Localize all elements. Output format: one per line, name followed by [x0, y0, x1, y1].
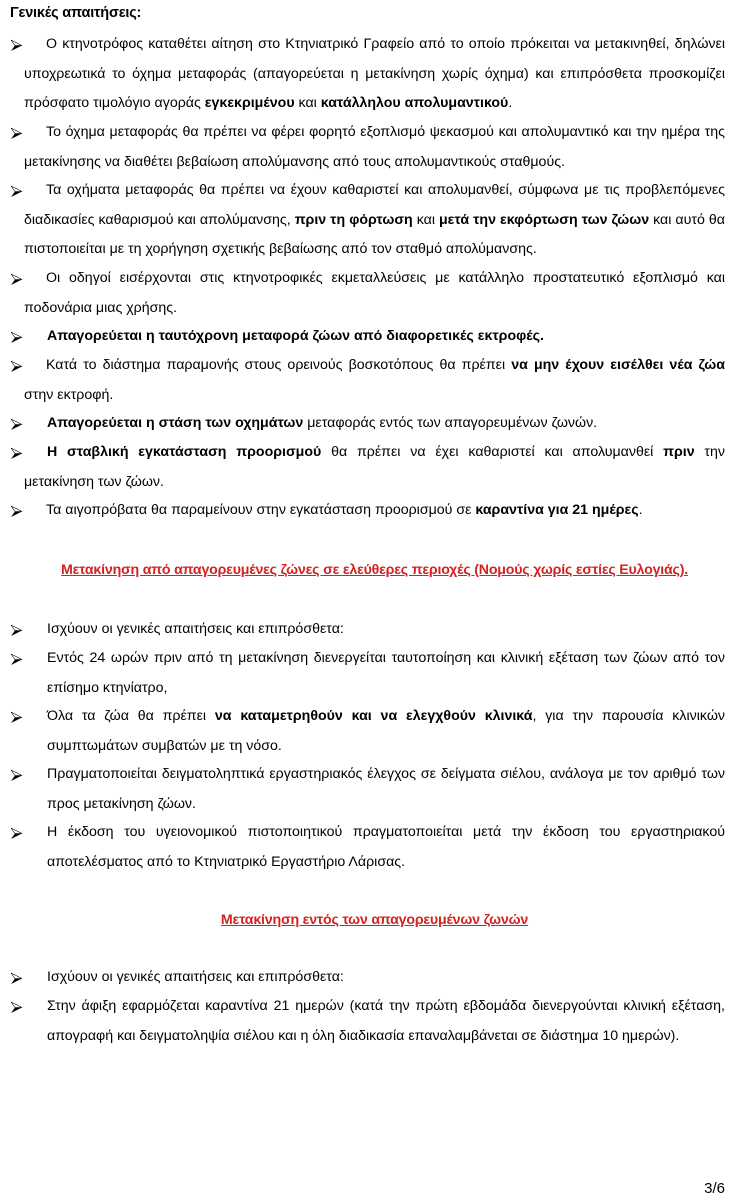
list-item-text: Ισχύουν οι γενικές απαιτήσεις και επιπρόσθετα: — [47, 969, 344, 985]
list-item-text: Ο κτηνοτρόφος καταθέτει αίτηση στο Κτηνιατρικό Γραφείο από το οποίο πρόκειται να μετακινηθεί, δηλώνει υποχρεωτικά το όχημα μεταφοράς (απαγορεύεται η μετακίνηση χωρίς όχημα) και επιπρόσθετα προσκομίζει πρόσφατο τιμολόγιο αγοράς εγκεκριμένου και κατάλληλου απολυμαντικού. — [24, 36, 725, 111]
bullet-arrow-icon — [10, 644, 28, 674]
list-item-text: Το όχημα μεταφοράς θα πρέπει να φέρει φορητό εξοπλισμό ψεκασμού και απολυμαντικό και την ημέρα της μετακίνησης να διαθέτει βεβαίωση απολύμανσης από τους απολυμαντικούς σταθμούς. — [24, 124, 725, 170]
bullet-arrow-icon — [10, 438, 28, 468]
list-item-text: Πραγματοποιείται δειγματοληπτικά εργαστηριακός έλεγχος σε δείγματα σιέλου, ανάλογα με τον αριθμό των προς μετακίνηση ζώων. — [47, 766, 725, 812]
within-zones-item-1 — [10, 963, 725, 993]
bullet-arrow-icon — [10, 409, 28, 439]
free-areas-item-1 — [10, 615, 725, 645]
general-item-5 — [10, 322, 725, 352]
bullet-arrow-icon — [10, 351, 28, 381]
list-item-text: Απαγορεύεται η στάση των οχημάτων μεταφοράς εντός των απαγορευμένων ζωνών. — [47, 415, 598, 431]
bullet-arrow-icon — [10, 176, 28, 206]
general-item-8 — [10, 438, 725, 497]
bullet-arrow-icon — [10, 615, 28, 645]
free-areas-item-2 — [10, 644, 725, 703]
general-requirements-heading: Γενικές απαιτήσεις: — [10, 5, 142, 21]
free-areas-item-3 — [10, 702, 725, 761]
list-item-text: Η σταβλική εγκατάσταση προορισμού θα πρέπει να έχει καθαριστεί και απολυμανθεί πριν την μετακίνηση των ζώων. — [24, 444, 726, 490]
general-item-2 — [10, 118, 725, 177]
list-item-text: Τα οχήματα μεταφοράς θα πρέπει να έχουν καθαριστεί και απολυμανθεί, σύμφωνα με τις προβλεπόμενες διαδικασίες καθαρισμού και απολύμανσης, πριν τη φόρτωση και μετά την εκφόρτωση των ζώων και αυτό θα πιστοποιείται με τη χορήγηση σχετικής βεβαίωσης από τον σταθμό απολύμανσης. — [24, 182, 725, 257]
general-item-4 — [10, 264, 725, 323]
list-item-text: Εντός 24 ωρών πριν από τη μετακίνηση διενεργείται ταυτοποίηση και κλινική εξέταση των ζώων από τον επίσημο κτηνίατρο, — [47, 650, 725, 696]
list-item-text: Κατά το διάστημα παραμονής στους ορεινούς βοσκοτόπους θα πρέπει να μην έχουν εισέλθει νέα ζώα στην εκτροφή. — [24, 357, 725, 403]
page-number: 3/6 — [704, 1180, 725, 1197]
list-item-text: Απαγορεύεται η ταυτόχρονη μεταφορά ζώων από διαφορετικές εκτροφές. — [47, 328, 544, 344]
general-item-1 — [10, 30, 725, 119]
list-item-text: Η έκδοση του υγειονομικού πιστοποιητικού πραγματοποιείται μετά την έκδοση του εργαστηριακού αποτελέσματος από το Κτηνιατρικό Εργαστήριο Λάρισας. — [47, 824, 725, 870]
list-item-text: Τα αιγοπρόβατα θα παραμείνουν στην εγκατάσταση προορισμού σε καραντίνα για 21 ημέρες. — [46, 502, 643, 518]
list-item-text: Οι οδηγοί εισέρχονται στις κτηνοτροφικές εκμεταλλεύσεις με κατάλληλο προστατευτικό εξοπλισμό και ποδονάρια μιας χρήσης. — [24, 270, 725, 316]
bullet-arrow-icon — [10, 818, 28, 848]
within-zones-item-2 — [10, 992, 725, 1051]
general-item-3 — [10, 176, 725, 265]
general-item-7 — [10, 409, 725, 439]
bullet-arrow-icon — [10, 30, 28, 60]
free-areas-item-4 — [10, 760, 725, 819]
bullet-arrow-icon — [10, 963, 28, 993]
bullet-arrow-icon — [10, 322, 28, 352]
general-item-9 — [10, 496, 725, 526]
free-areas-item-5 — [10, 818, 725, 877]
section-title-within-zones: Μετακίνηση εντός των απαγορευμένων ζωνών — [220, 912, 529, 928]
bullet-arrow-icon — [10, 760, 28, 790]
bullet-arrow-icon — [10, 992, 28, 1022]
list-item-text: Ισχύουν οι γενικές απαιτήσεις και επιπρόσθετα: — [47, 621, 344, 637]
bullet-arrow-icon — [10, 118, 28, 148]
bullet-arrow-icon — [10, 496, 28, 526]
section-title-free-areas: Μετακίνηση από απαγορευμένες ζώνες σε ελεύθερες περιοχές (Νομούς χωρίς εστίες Ευλογιάς). — [61, 562, 688, 578]
list-item-text: Όλα τα ζώα θα πρέπει να καταμετρηθούν και να ελεγχθούν κλινικά, για την παρουσία κλινικών συμπτωμάτων συμβατών με τη νόσο. — [47, 708, 725, 754]
list-item-text: Στην άφιξη εφαρμόζεται καραντίνα 21 ημερών (κατά την πρώτη εβδομάδα διενεργούνται κλινική εξέταση, απογραφή και δειγματοληψία σιέλου και η όλη διαδικασία επαναλαμβάνεται σε διάστημα 10 ημερών). — [47, 998, 725, 1044]
bullet-arrow-icon — [10, 702, 28, 732]
general-item-6 — [10, 351, 725, 410]
bullet-arrow-icon — [10, 264, 28, 294]
